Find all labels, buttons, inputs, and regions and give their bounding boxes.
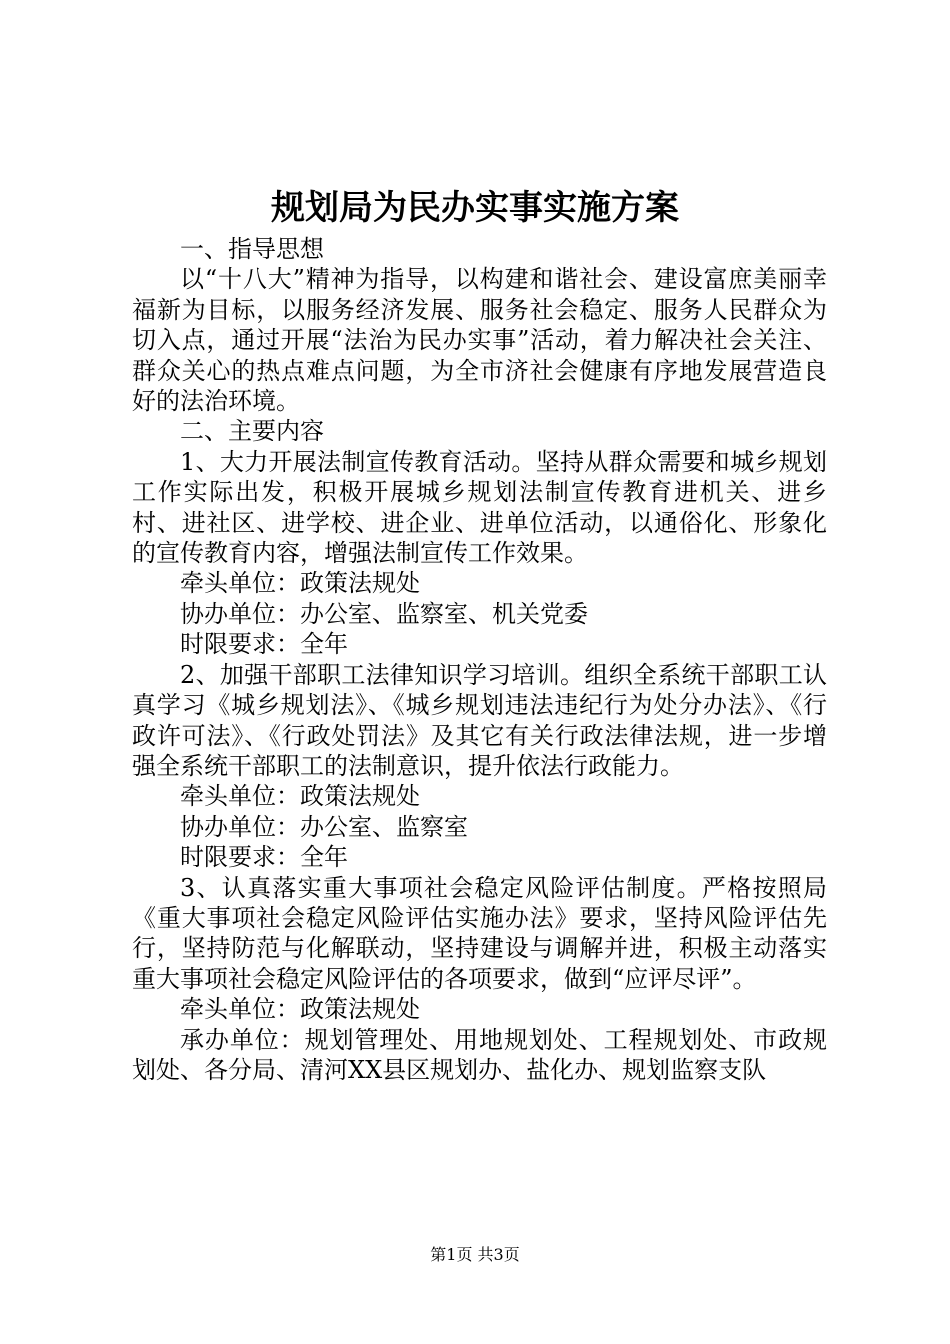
item-1-lead-unit: 牵头单位：政策法规处 [180,569,420,598]
item-3-risk-assessment: 3、认真落实重大事项社会稳定风险评估制度。严格按照局《重大事项社会稳定风险评估实施办法》要求，坚持风险评估先行，坚持防范与化解联动，坚持建设与调解并进，积极主动落实重大事项社会稳定风险评估的各项要求，做到“应评尽评”。 [132,873,827,993]
item-1-assisting-units: 协办单位：办公室、监察室、机关党委 [180,599,588,628]
section-heading-main-content: 二、主要内容 [180,417,324,446]
item-3-lead-unit: 牵头单位：政策法规处 [180,995,420,1024]
item-2-legal-training: 2、加强干部职工法律知识学习培训。组织全系统干部职工认真学习《城乡规划法》、《城乡规划违法违纪行为处分办法》、《行政许可法》、《行政处罚法》及其它有关行政法律法规，进一步增强全系统干部职工的法制意识，提升依法行政能力。 [132,660,827,780]
document-body [132,234,827,1085]
item-1-legal-publicity: 1、大力开展法制宣传教育活动。坚持从群众需要和城乡规划工作实际出发，积极开展城乡规划法制宣传教育进机关、进乡村、进社区、进学校、进企业、进单位活动，以通俗化、形象化的宣传教育内容，增强法制宣传工作效果。 [132,447,827,568]
item-2-lead-unit: 牵头单位：政策法规处 [180,782,420,811]
page-number: 第1页 共3页 [430,1245,520,1264]
item-2-assisting-units: 协办单位：办公室、监察室 [180,812,468,841]
page-title: 规划局为民办实事实施方案 [271,188,679,228]
paragraph-guiding-ideology: 以“十八大”精神为指导，以构建和谐社会、建设富庶美丽幸福新为目标，以服务经济发展、服务社会稳定、服务人民群众为切入点，通过开展“法治为民办实事”活动，着力解决社会关注、群众关心的热点难点问题，为全市济社会健康有序地发展营造良好的法治环境。 [132,265,827,416]
item-1-time-limit: 时限要求：全年 [180,630,348,659]
section-heading-guiding-ideology: 一、指导思想 [180,235,324,263]
item-3-undertaking-units: 承办单位：规划管理处、用地规划处、工程规划处、市政规划处、各分局、清河XX县区规划办、盐化办、规划监察支队 [132,1025,827,1084]
item-2-time-limit: 时限要求：全年 [180,843,348,872]
